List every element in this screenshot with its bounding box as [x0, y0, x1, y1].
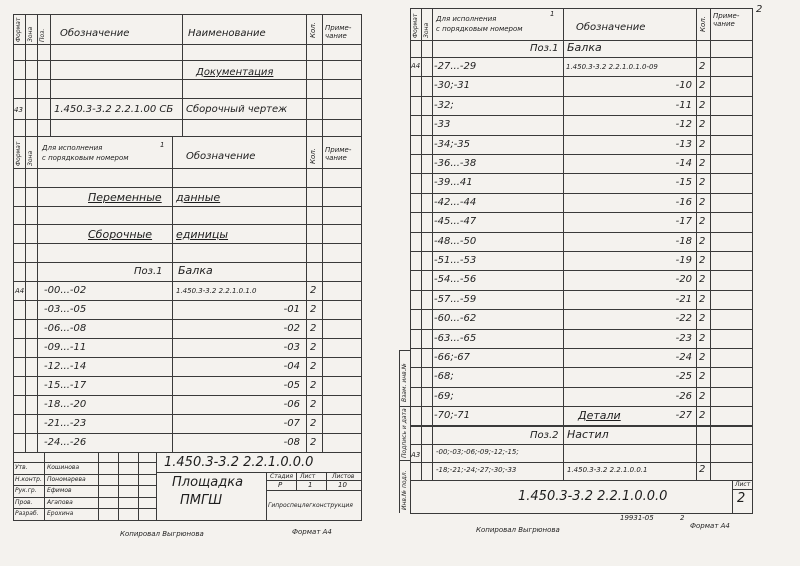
- sig-role: Разраб.: [15, 510, 39, 517]
- row-line: [410, 251, 753, 252]
- row-designation: -22: [675, 313, 692, 324]
- row-range: -03...-05: [44, 304, 87, 315]
- row-qty: 2: [310, 342, 317, 353]
- row-range: -42...-44: [434, 197, 477, 208]
- row-line: [410, 57, 753, 58]
- row-qty: 2: [699, 274, 706, 285]
- row-range: -00...-02: [44, 285, 87, 296]
- row-range: -21...-23: [44, 418, 87, 429]
- row-qty: 2: [310, 304, 317, 315]
- row-designation: -06: [283, 399, 300, 410]
- detail-range2: -18;-21;-24;-27;-30;-33: [436, 466, 517, 474]
- header2-execution-num: 1: [160, 141, 165, 149]
- row-designation: -14: [675, 158, 692, 169]
- row-range: -15...-17: [44, 380, 87, 391]
- row-range: -09...-11: [44, 342, 87, 353]
- r-copied: Копировал Выгрюнова: [476, 526, 560, 534]
- row-qty: 2: [699, 100, 706, 111]
- header-format: Формат: [15, 17, 22, 42]
- doc-name: Сборочный чертеж: [186, 104, 288, 115]
- row-range: -24...-26: [44, 437, 87, 448]
- col-line: [421, 8, 422, 480]
- header-designation: Обозначение: [60, 28, 130, 39]
- row-range: -57...-59: [434, 294, 477, 305]
- r-header-execution: Для исполнения: [436, 15, 497, 23]
- row-qty: 2: [699, 371, 706, 382]
- side-strip: [399, 350, 400, 513]
- row-qty: 2: [699, 197, 706, 208]
- row-qty: 2: [699, 333, 706, 344]
- row-range: -18...-20: [44, 399, 87, 410]
- row-line: [410, 462, 753, 463]
- row-range: -32;: [434, 100, 454, 111]
- doc-designation: 1.450.3-3.2 2.2.1.00 СБ: [54, 104, 174, 115]
- row-line: [410, 329, 753, 330]
- side-strip-line: [399, 350, 410, 351]
- row-line: [410, 406, 753, 407]
- r-header-note: Приме- чание: [713, 12, 740, 28]
- row-line: [410, 309, 753, 310]
- row-qty: 2: [699, 255, 706, 266]
- row-range: -69;: [434, 391, 454, 402]
- row-qty: 2: [310, 285, 317, 296]
- row-designation: -08: [283, 437, 300, 448]
- r-header-designation: Обозначение: [576, 22, 646, 33]
- r-sheet-value: 2: [737, 491, 746, 506]
- frame-top: [410, 8, 753, 9]
- header2-zone: Зона: [27, 150, 34, 166]
- header2-designation: Обозначение: [186, 151, 256, 162]
- r-stamp: 19931-05: [620, 514, 654, 522]
- pos-name: Балка: [178, 264, 213, 277]
- col-line: [563, 8, 564, 480]
- row-designation: -10: [675, 80, 692, 91]
- row-range: -33: [434, 119, 451, 130]
- row-qty: 2: [699, 352, 706, 363]
- sheets-label: Листов: [332, 473, 355, 480]
- row-designation: -03: [283, 342, 300, 353]
- r-stamp-num: 2: [680, 514, 685, 522]
- row-designation: -25: [675, 371, 692, 382]
- doc-pos: 43: [14, 106, 23, 114]
- row-designation: -12: [675, 119, 692, 130]
- r-header-execution2: с порядковым номером: [436, 25, 523, 33]
- assembly-units-2: единицы: [176, 228, 229, 241]
- row-qty: 2: [310, 437, 317, 448]
- row-line: [410, 212, 753, 213]
- r-doc-number: 1.450.3-3.2 2.2.1.0.0.0: [518, 489, 668, 504]
- row-range: -60...-62: [434, 313, 477, 324]
- row-qty: 2: [699, 294, 706, 305]
- r-header-zone: Зона: [423, 22, 430, 38]
- row-qty: 2: [699, 216, 706, 227]
- header2-note: Приме- чание: [325, 146, 352, 162]
- row-designation: -19: [675, 255, 692, 266]
- header-pos: Поз.: [39, 28, 46, 42]
- frame-bottom: [410, 513, 753, 514]
- row-line: [410, 480, 753, 481]
- row-designation: 1.450.3-3.2 2.2.1.0.1.0-09: [566, 63, 658, 71]
- side-strip-line: [399, 406, 410, 407]
- row-range: -36...-38: [434, 158, 477, 169]
- row-range: -45...-47: [434, 216, 477, 227]
- row-qty: 2: [310, 418, 317, 429]
- title-doc-number: 1.450.3-3.2 2.2.1.0.0.0: [164, 455, 314, 470]
- row-qty: 2: [699, 236, 706, 247]
- row-qty: 2: [699, 410, 706, 421]
- row-line: [410, 290, 753, 291]
- row-qty: 2: [699, 61, 706, 72]
- corner-mark: 2: [756, 4, 763, 15]
- row-designation: -05: [283, 380, 300, 391]
- row-range: -66;-67: [434, 352, 471, 363]
- side-label-inv: Инв.№ подл.: [401, 470, 408, 510]
- row-range: -27...-29: [434, 61, 477, 72]
- sig-name: Пономарева: [47, 476, 86, 483]
- r-pos2-label: Поз.2: [530, 430, 559, 441]
- stage-value: Р: [278, 481, 283, 489]
- row-qty: 2: [310, 361, 317, 372]
- row-qty: 2: [699, 313, 706, 324]
- row-line: [410, 154, 753, 155]
- row-line: [410, 367, 753, 368]
- row-designation: -04: [283, 361, 300, 372]
- row-qty: 2: [310, 380, 317, 391]
- stage-label: Стадия: [270, 473, 294, 480]
- row-designation: -01: [283, 304, 300, 315]
- r-pos-label: Поз.1: [530, 43, 559, 54]
- sig-name: Агапова: [47, 499, 73, 506]
- left-copied: Копировал Выгрюнова: [120, 530, 204, 538]
- org-name: Гипроспецлегконструкция: [268, 502, 353, 509]
- row-designation: -18: [675, 236, 692, 247]
- row-designation: -20: [675, 274, 692, 285]
- sig-role: Утв.: [15, 464, 28, 471]
- row-designation: -13: [675, 139, 692, 150]
- row-qty: 2: [310, 323, 317, 334]
- variable-data-2: данные: [176, 191, 221, 204]
- row-designation: -11: [675, 100, 692, 111]
- row-line: [410, 193, 753, 194]
- row-line: [410, 444, 753, 445]
- pos-label: Поз.1: [134, 266, 163, 277]
- row-designation: -21: [675, 294, 692, 305]
- row-line: [410, 270, 753, 271]
- detail-format: А3: [411, 451, 421, 459]
- row-line: [410, 348, 753, 349]
- row-designation: -26: [675, 391, 692, 402]
- header2-format: Формат: [15, 141, 22, 166]
- detail-designation: 1.450.3-3.2 2.2.1.0.0.1: [567, 466, 648, 474]
- row-format: А4: [411, 62, 421, 70]
- r-format: Формат А4: [690, 522, 730, 530]
- col-line: [432, 8, 433, 480]
- header2-qty: Кол.: [309, 148, 317, 164]
- row-range: -70;-71: [434, 410, 471, 421]
- row-designation: -16: [675, 197, 692, 208]
- frame-right: [752, 8, 753, 513]
- title-line2: ПМГШ: [180, 493, 223, 508]
- row-line: [410, 135, 753, 136]
- row-line: [410, 425, 753, 426]
- title-line1: Площадка: [172, 475, 244, 490]
- row-range: -30;-31: [434, 80, 471, 91]
- row-designation: 1.450.3-3.2 2.2.1.0.1.0: [176, 287, 257, 295]
- frame-left: [410, 8, 411, 513]
- row-qty: 2: [699, 391, 706, 402]
- sheet-value: 1: [308, 481, 313, 489]
- details-heading: Детали: [578, 409, 621, 422]
- header2-execution2: с порядковым номером: [42, 154, 129, 162]
- row-qty: 2: [699, 177, 706, 188]
- row-range: -63...-65: [434, 333, 477, 344]
- row-line: [410, 173, 753, 174]
- row-qty: 2: [699, 139, 706, 150]
- row-range: -06...-08: [44, 323, 87, 334]
- sig-role: Пров.: [15, 499, 33, 506]
- sig-role: Н.контр.: [15, 476, 42, 483]
- row-range: -12...-14: [44, 361, 87, 372]
- row-designation: -27: [675, 410, 692, 421]
- side-label-sign: Подпись и дата: [401, 408, 408, 458]
- left-format: Формат А4: [292, 528, 332, 536]
- row-format: А4: [15, 287, 25, 295]
- title-col: [732, 480, 733, 513]
- row-designation: -23: [675, 333, 692, 344]
- sig-role: Рук.гр.: [15, 487, 37, 494]
- row-designation: -02: [283, 323, 300, 334]
- r-pos-name: Балка: [567, 41, 602, 54]
- detail-range1: -00;-03;-06;-09;-12;-15;: [436, 448, 519, 456]
- detail-qty: 2: [699, 464, 706, 475]
- r-header-format: Формат: [412, 13, 419, 38]
- row-range: -68;: [434, 371, 454, 382]
- title-row: [732, 489, 753, 490]
- header-note: Приме- чание: [325, 24, 352, 40]
- row-range: -54...-56: [434, 274, 477, 285]
- row-qty: 2: [699, 158, 706, 169]
- row-range: -39...41: [434, 177, 473, 188]
- row-range: -51...-53: [434, 255, 477, 266]
- sig-name: Ефимов: [47, 487, 72, 494]
- row-line: [410, 387, 753, 388]
- row-line: [410, 76, 753, 77]
- header-qty: Кол.: [309, 22, 317, 38]
- row-qty: 2: [310, 399, 317, 410]
- r-pos2-name: Настил: [567, 428, 609, 441]
- row-qty: 2: [699, 80, 706, 91]
- row-designation: -15: [675, 177, 692, 188]
- row-line: [410, 232, 753, 233]
- assembly-units-1: Сборочные: [88, 228, 153, 241]
- sheet-label: Лист: [300, 473, 316, 480]
- r-header-qty: Кол.: [699, 16, 707, 32]
- variable-data-1: Переменные: [88, 191, 162, 204]
- header2-execution: Для исполнения: [42, 144, 103, 152]
- sig-name: Ерохина: [47, 510, 74, 517]
- sheets-value: 10: [338, 481, 347, 489]
- side-label-replace: Взам. инв.№: [401, 363, 408, 402]
- col-line: [710, 8, 711, 480]
- row-line: [410, 96, 753, 97]
- side-strip-line: [399, 460, 410, 461]
- header-name: Наименование: [188, 28, 266, 39]
- row-range: -48...-50: [434, 236, 477, 247]
- row-designation: -07: [283, 418, 300, 429]
- row-qty: 2: [699, 119, 706, 130]
- header-zone: Зона: [27, 26, 34, 42]
- sig-name: Кошинова: [47, 464, 80, 471]
- r-sheet-label: Лист: [735, 481, 751, 488]
- col-line: [696, 8, 697, 480]
- row-line: [410, 426, 753, 427]
- row-line: [410, 115, 753, 116]
- row-designation: -17: [675, 216, 692, 227]
- row-designation: -24: [675, 352, 692, 363]
- section-documentation: Документация: [196, 67, 274, 78]
- row-range: -34;-35: [434, 139, 471, 150]
- r-header-execution-num: 1: [550, 10, 555, 18]
